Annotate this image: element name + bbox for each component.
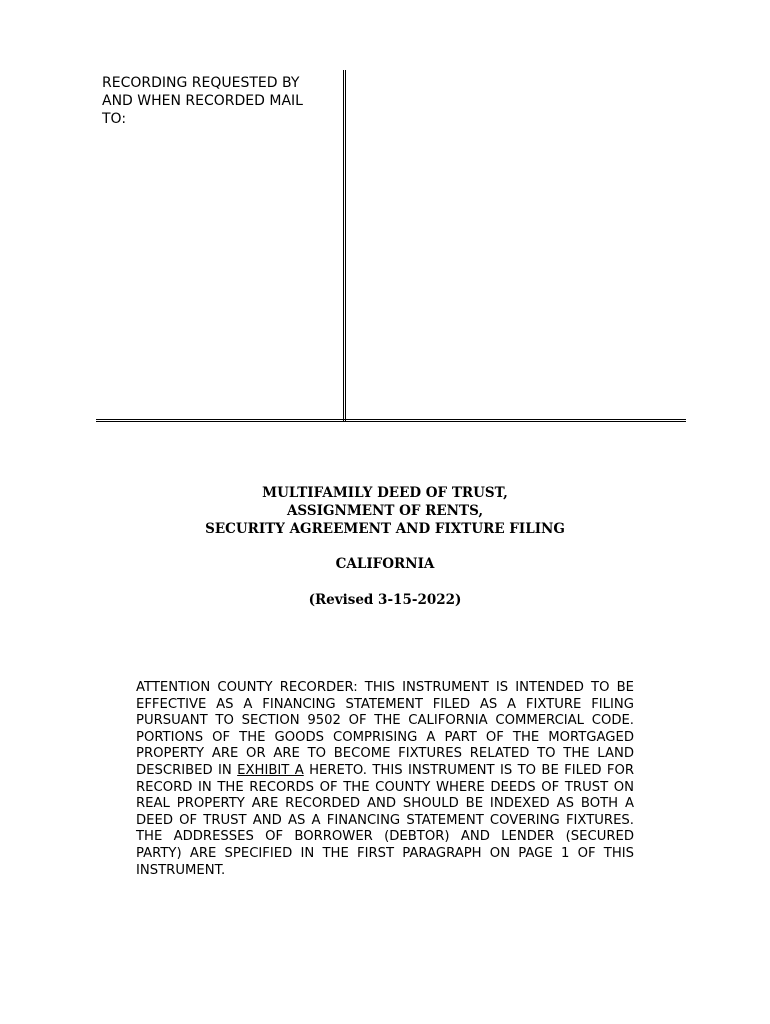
attention-text-part-2: HERETO. THIS INSTRUMENT IS TO BE FILED FOR RECORD IN THE RECORDS OF THE COUNTY WHERE DEEDS OF TRUST ON REAL PROPERTY ARE RECORDED AND SHOULD BE INDEXED AS BOTH A DEED OF TRUST AND AS A FINANCING STATEMENT COVERING FIXTURES. THE ADDRESSES OF BORROWER (DEBTOR) AND LENDER (SECURED PARTY) ARE SPECIFIED IN THE FIRST PARAGRAPH ON PAGE 1 OF THIS INSTRUMENT. xyxy=(136,762,634,878)
title-line-1: MULTIFAMILY DEED OF TRUST, xyxy=(262,485,508,501)
attention-text-part-1: ATTENTION COUNTY RECORDER: THIS INSTRUMENT IS INTENDED TO BE EFFECTIVE AS A FINANCING STATEMENT FILED AS A FIXTURE FILING PURSUANT TO SECTION 9502 OF THE CALIFORNIA COMMERCIAL CODE. PORTIONS OF THE GOODS COMPRISING A PART OF THE MORTGAGED PROPERTY ARE OR ARE TO BECOME FIXTURES RELATED TO THE LAND DESCRIBED IN xyxy=(136,680,634,778)
recording-requested-by-label: RECORDING REQUESTED BY AND WHEN RECORDED MAIL TO: xyxy=(102,75,303,127)
horizontal-divider xyxy=(96,419,686,422)
document-title xyxy=(0,484,770,538)
vertical-divider xyxy=(343,70,346,422)
exhibit-a-reference: EXHIBIT A xyxy=(237,762,304,778)
state-heading: CALIFORNIA xyxy=(335,556,435,572)
title-line-2: ASSIGNMENT OF RENTS, xyxy=(286,503,484,519)
title-line-3: SECURITY AGREEMENT AND FIXTURE FILING xyxy=(205,521,565,537)
revision-date: (Revised 3-15-2022) xyxy=(308,592,462,608)
attention-county-recorder-paragraph xyxy=(136,680,634,879)
